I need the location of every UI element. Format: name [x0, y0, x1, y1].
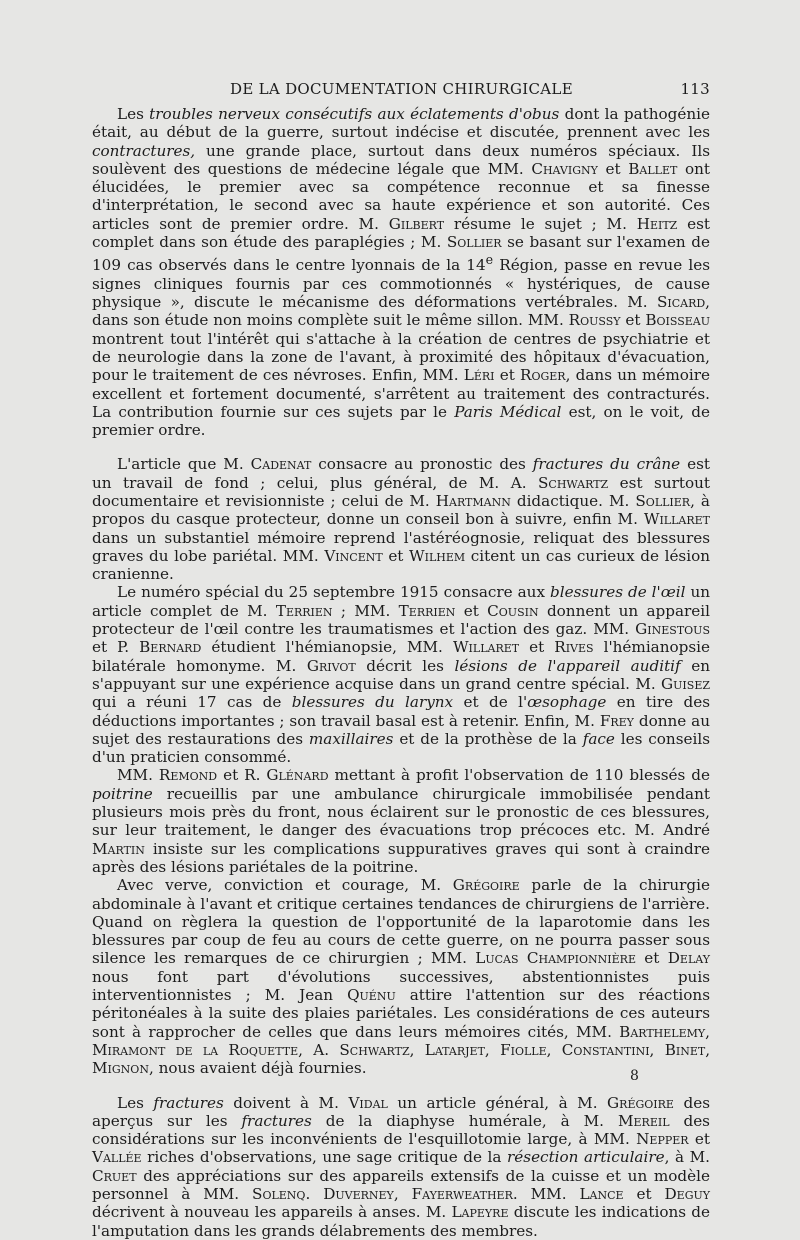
header-title: DE LA DOCUMENTATION CHIRURGICALE [230, 80, 573, 98]
paragraph-skull-fractures: L'article que M. Cadenat consacre au pronostic des fractures du crâne est un travail de fond ; celui, plus général, de M. A. Schwartz est surtout documentaire et revisionniste ; celui de M. Hartmann didactique. M. Sollier, à propos du casque protecteur, donne un conseil bon à suivre, enfin M. Willaret dans un substantiel mémoire reprend l'astéréognosie, reliquat des blessures graves du lobe pariétal. MM. Vincent et Wilhem citent un cas curieux de lésion cranienne. [92, 455, 711, 584]
paragraph-chest-wounds: MM. Remond et R. Glénard mettant à profit l'observation de 110 blessés de poitrine recueillis par une ambulance chirurgicale immobilisée pendant plusieurs mois près du front, nous éclairent sur le pronostic de ces blessures, sur leur traitement, le danger des évacuations trop précoces etc. M. André Martin insiste sur les complications suppuratives graves qui sont à craindre après des lésions pariétales de la poitrine. [92, 766, 710, 876]
paragraph-fractures: Les fractures doivent à M. Vidal un article général, à M. Grégoire des aperçus sur les fractures de la diaphyse humérale, à M. Mereil des considérations sur les inconvénients de l'esquillotomie large, à MM. Nepper et Vallée riches d'observations, une sage critique de la résection articulaire, à M. Cruet des appréciations sur des appareils extensifs de la cuisse et un modèle personnel à MM. Solenq. Duverney, Fayerweather. MM. Lance et Deguy décrivent à nouveau les appareils à anses. M. Lapeyre discute les indications de l'amputation dans les grands délabrements des membres. [92, 1093, 711, 1240]
paragraph-eye-injuries: Le numéro spécial du 25 septembre 1915 consacre aux blessures de l'œil un article complet de M. Terrien ; MM. Terrien et Cousin donnent un appareil protecteur de l'œil contre les traumatismes et l'action des gaz. MM. Ginestous et P. Bernard étudient l'hémianopsie, MM. Willaret et Rives l'hémianopsie bilatérale homonyme. M. Grivot décrit les lésions de l'appareil auditif en s'appuyant sur une expérience acquise dans un grand centre spécial. M. Guisez qui a réuni 17 cas de blessures du larynx et de l'œsophage en tire des déductions importantes ; son travail basal est à retenir. Enfin, M. Frey donne au sujet des restaurations des maxillaires et de la prothèse de la face les conseils d'un praticien consommé. [92, 583, 711, 767]
body-text [92, 105, 710, 1240]
paragraph-nervous-troubles: Les troubles nerveux consécutifs aux éclatements d'obus dont la pathogénie était, au début de la guerre, surtout indécise et discutée, prennent avec les contractures, une grande place, surtout dans deux numéros spéciaux. Ils soulèvent des questions de médecine légale que MM. Chavigny et Ballet ont élucidées, le premier avec sa compétence reconnue et sa finesse d'interprétation, le second avec sa haute expérience et son autorité. Ces articles sont de premier ordre. M. Gilbert résume le sujet ; M. Heitz est complet dans son étude des paraplégies ; M. Sollier se basant sur l'examen de 109 cas observés dans le centre lyonnais de la 14e Région, passe en revue les signes cliniques fournis par ces commotionnés « hystériques, de cause physique », discute le mécanisme des déformations vertébrales. M. Sicard, dans son étude non moins complète suit le même sillon. MM. Roussy et Boisseau montrent tout l'intérêt qui s'attache à la création de centres de psychiatrie et de neurologie dans la zone de l'avant, à proximité des hôpitaux d'évacuation, pour le traitement de ces névroses. Enfin, MM. Léri et Roger, dans un mémoire excellent et fortement documenté, s'arrêtent au traitement des contracturés. La contribution fournie sur ces sujets par le Paris Médical est, on le voit, de premier ordre. [92, 105, 711, 440]
page-number: 113 [680, 80, 710, 98]
paragraph-abdominal-surgery: Avec verve, conviction et courage, M. Grégoire parle de la chirurgie abdominale à l'avant et critique certaines tendances de chirurgiens de l'arrière. Quand on règlera la question de l'opportunité de la laparotomie dans les blessures par coup de feu au cours de cette guerre, on ne pourra passer sous silence les remarques de ce chirurgien ; MM. Lucas Championnière et Delay nous font part d'évolutions successives, abstentionnistes puis interventionnistes ; M. Jean Quénu attire l'attention sur des réactions péritonéales à la suite des plaies pariétales. Les considérations de ces auteurs sont à rapprocher de celles que dans leurs mémoires cités, MM. Barthelemy, Miramont de la Roquette, A. Schwartz, Latarjet, Fiolle, Constantini, Binet, Mignon, nous avaient déjà fournies. [92, 876, 711, 1078]
signature-mark: 8 [630, 1068, 639, 1084]
